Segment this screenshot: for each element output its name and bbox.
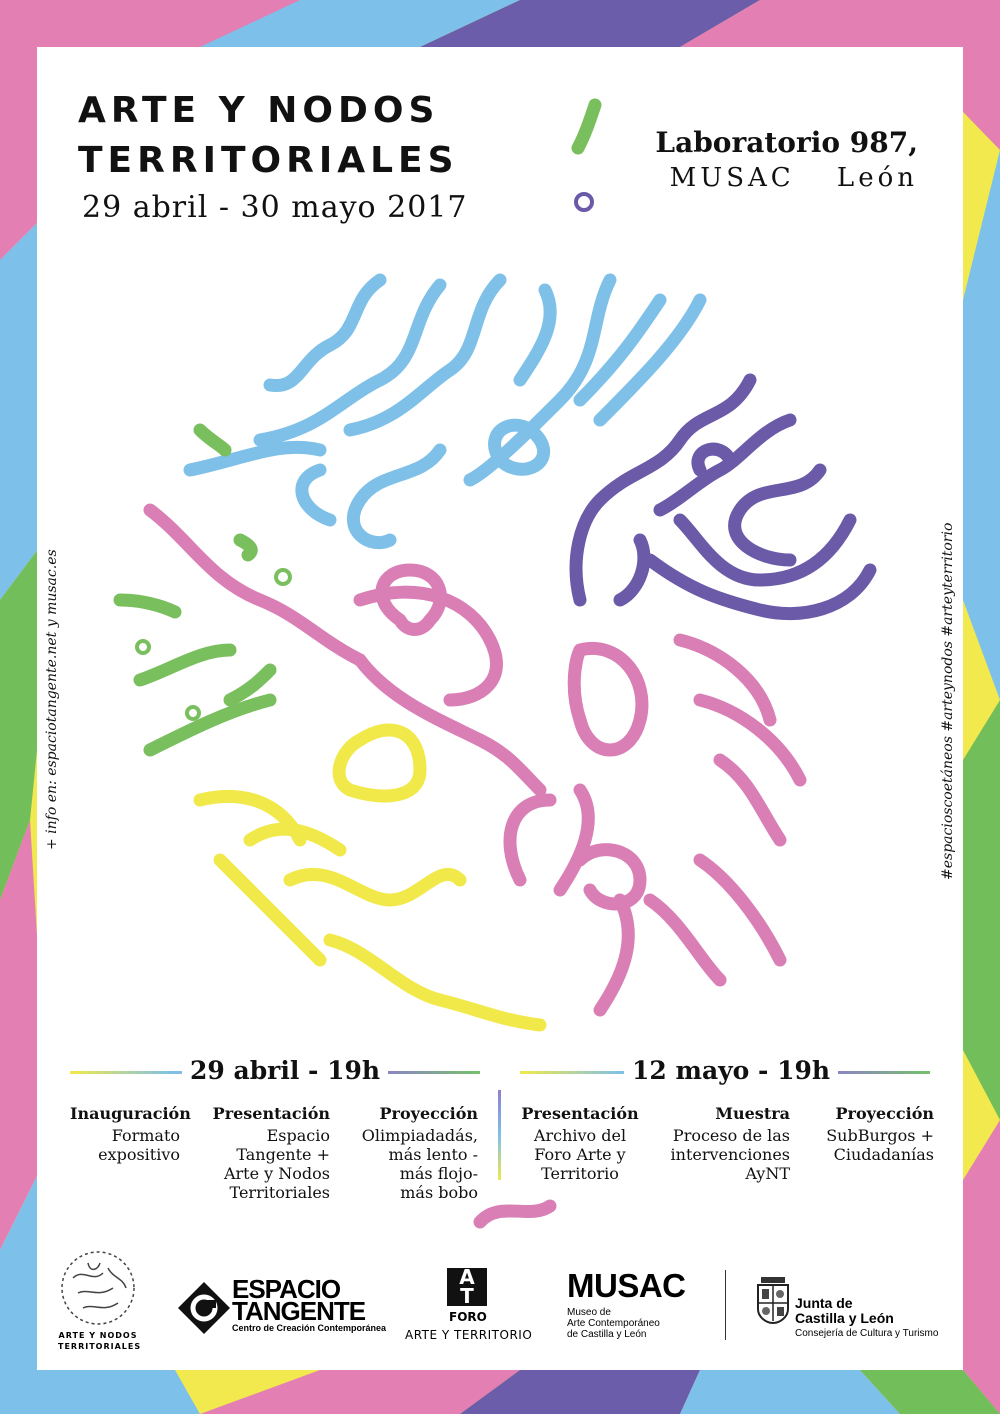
event-type: Presentación xyxy=(521,1104,639,1123)
event-muestra xyxy=(660,1104,790,1183)
event-proyeccion-2 xyxy=(810,1104,934,1164)
event-dates: 29 abril - 30 mayo 2017 xyxy=(82,190,468,225)
event-proyeccion-1 xyxy=(340,1104,478,1202)
foro-label: FORO xyxy=(449,1310,487,1324)
espacio-tangente-subtitle: Centro de Creación Contemporánea xyxy=(232,1323,387,1333)
event-description: Formato expositivo xyxy=(98,1126,180,1164)
musac-sub-2: Arte Contemporáneo xyxy=(567,1318,660,1329)
event-presentacion-1 xyxy=(210,1104,330,1202)
purple-squiggles xyxy=(576,380,870,614)
venue-line-1: Laboratorio 987, xyxy=(655,126,918,159)
event-description: Proceso de las intervenciones AyNT xyxy=(670,1126,790,1183)
ayn-logo-icon xyxy=(58,1248,138,1328)
logo-separator xyxy=(725,1270,726,1340)
blue-squiggles xyxy=(190,280,700,543)
event-type: Presentación xyxy=(212,1104,330,1123)
event-type: Inauguración xyxy=(70,1104,191,1123)
at-mark-a: A xyxy=(459,1265,475,1289)
schedule-divider xyxy=(498,1090,501,1180)
ayn-logo-text xyxy=(58,1330,142,1352)
yellow-squiggles xyxy=(200,730,540,1025)
event-description: Olimpiadadás, más lento - más flojo- más bobo xyxy=(361,1126,478,1202)
day-header-1 xyxy=(70,1056,480,1088)
musac-name: MUSAC xyxy=(567,1267,686,1304)
event-inauguracion xyxy=(70,1104,191,1164)
title-line-1: ARTE Y NODOS xyxy=(78,90,440,131)
decorative-dots xyxy=(137,194,592,719)
day-header-label: 29 abril - 19h xyxy=(182,1056,388,1085)
ayn-logo-line-2: TERRITORIALES xyxy=(58,1342,142,1351)
event-type: Proyección xyxy=(379,1104,478,1123)
event-type: Proyección xyxy=(835,1104,934,1123)
hashtags-side-text: #espacioscoetáneos #arteynodos #arteyterritorio xyxy=(940,522,956,880)
arte-y-territorio-label: ARTE Y TERRITORIO xyxy=(405,1328,533,1342)
event-description: Archivo del Foro Arte y Territorio xyxy=(533,1126,627,1183)
espacio-tangente-name xyxy=(232,1274,366,1326)
coat-of-arms-icon xyxy=(755,1275,791,1325)
espacio-tangente-diamond-icon xyxy=(176,1280,232,1336)
et-line-2: TANGENTE xyxy=(232,1296,366,1326)
info-side-text: + info en: espaciotangente.net y musac.es xyxy=(44,549,60,850)
musac-sub-3: de Castilla y León xyxy=(567,1329,647,1340)
musac-subtitle xyxy=(567,1307,660,1340)
junta-line-1: Junta de xyxy=(795,1295,853,1311)
junta-line-2: Castilla y León xyxy=(795,1310,894,1326)
ayn-logo-line-1: ARTE Y NODOS xyxy=(58,1331,138,1340)
title-line-2: TERRITORIALES xyxy=(78,140,459,181)
at-mark-t: T xyxy=(460,1284,474,1308)
et-line-1: ESPACIO xyxy=(232,1274,341,1304)
event-type: Muestra xyxy=(715,1104,790,1123)
foro-at-mark xyxy=(447,1265,487,1308)
day-header-label: 12 mayo - 19h xyxy=(624,1056,838,1085)
junta-name xyxy=(795,1296,894,1326)
venue-line-2: MUSAC León xyxy=(669,163,918,193)
musac-sub-1: Museo de xyxy=(567,1307,611,1318)
day-header-2 xyxy=(520,1056,930,1088)
junta-subtitle: Consejería de Cultura y Turismo xyxy=(795,1328,939,1339)
event-presentacion-2 xyxy=(520,1104,640,1183)
event-description: SubBurgos + Ciudadanías xyxy=(826,1126,934,1164)
event-description: Espacio Tangente + Arte y Nodos Territoriales xyxy=(223,1126,330,1202)
